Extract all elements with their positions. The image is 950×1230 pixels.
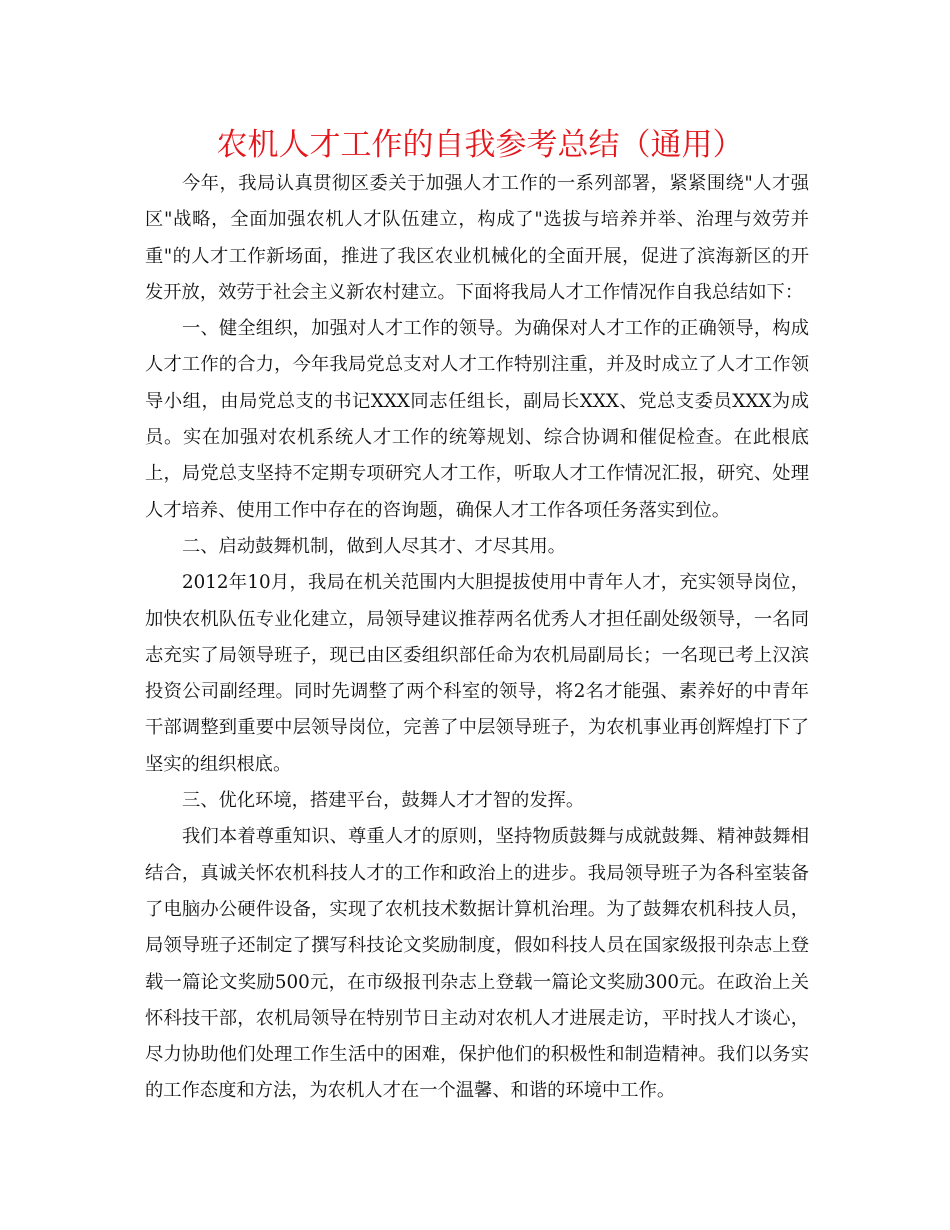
page-title: 农机人才工作的自我参考总结（通用） xyxy=(216,127,744,163)
paragraph-section-two-body: 2012年10月，我局在机关范围内大胆提拔使用中青年人才，充实领导岗位，加快农机队伍专业化建立，局领导建议推荐两名优秀人才担任副处级领导，一名同志充实了局领导班子，现已由区委组织部任命为农机局副局长；一名现已考上汉滨投资公司副经理。同时先调整了两个科室的领导，将2名才能强、素养好的中青年干部调整到重要中层领导岗位，完善了中层领导班子，为农机事业再创辉煌打下了坚实的组织根底。 xyxy=(145,572,809,775)
paragraph-section-three-heading: 三、优化环境，搭建平台，鼓舞人才才智的发挥。 xyxy=(182,790,585,812)
paragraph-intro: 今年，我局认真贯彻区委关于加强人才工作的一系列部署，紧紧围绕"人才强区"战略，全面加强农机人才队伍建立，构成了"选拔与培养并举、治理与效劳并重"的人才工作新场面，推进了我区农业机械化的全面开展，促进了滨海新区的开发开放，效劳于社会主义新农村建立。下面将我局人才工作情况作自我总结如下： xyxy=(145,173,809,303)
paragraph-section-two-heading: 二、启动鼓舞机制，做到人尽其才、才尽其用。 xyxy=(182,535,566,557)
paragraph-section-three-body: 我们本着尊重知识、尊重人才的原则，坚持物质鼓舞与成就鼓舞、精神鼓舞相结合，真诚关怀农机科技人才的工作和政治上的进步。我局领导班子为各科室装备了电脑办公硬件设备，实现了农机技术数据计算机治理。为了鼓舞农机科技人员，局领导班子还制定了撰写科技论文奖励制度，假如科技人员在国家级报刊杂志上登载一篇论文奖励500元，在市级报刊杂志上登载一篇论文奖励300元。在政治上关怀科技干部，农机局领导在特别节日主动对农机人才进展走访，平时找人才谈心，尽力协助他们处理工作生活中的困难，保护他们的积极性和制造精神。我们以务实的工作态度和方法，为农机人才在一个温馨、和谐的环境中工作。 xyxy=(145,826,809,1102)
document-body xyxy=(145,166,809,1110)
paragraph-section-one: 一、健全组织，加强对人才工作的领导。为确保对人才工作的正确领导，构成人才工作的合力，今年我局党总支对人才工作特别注重，并及时成立了人才工作领导小组，由局党总支的书记XXX同志任组长，副局长XXX、党总支委员XXX为成员。实在加强对农机系统人才工作的统筹规划、综合协调和催促检查。在此根底上，局党总支坚持不定期专项研究人才工作，听取人才工作情况汇报，研究、处理人才培养、使用工作中存在的咨询题，确保人才工作各项任务落实到位。 xyxy=(145,318,809,521)
